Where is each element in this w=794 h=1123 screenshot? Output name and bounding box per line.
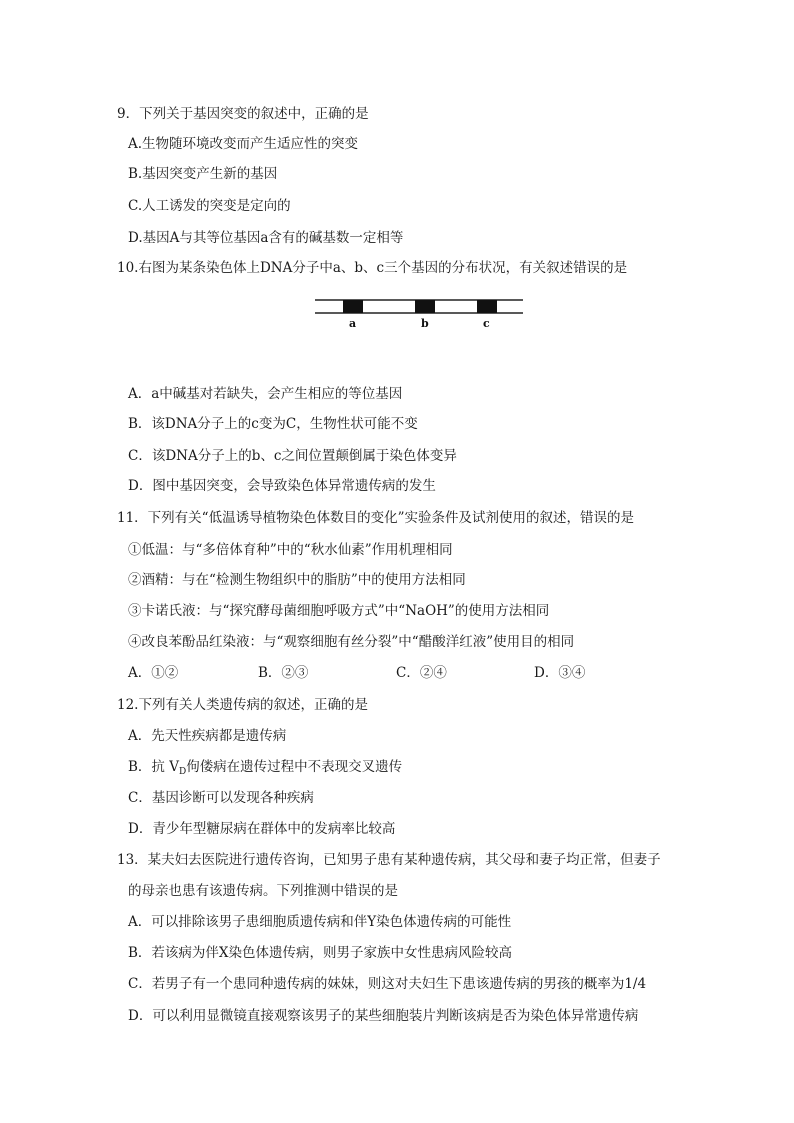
q9-option-d: D.基因A与其等位基因a含有的碱基数一定相等: [128, 230, 404, 246]
q13-option-d: D．可以利用显微镜直接观察该男子的某些细胞装片判断该病是否为染色体异常遗传病: [128, 1008, 639, 1024]
q9-option-b: B.基因突变产生新的基因: [128, 166, 278, 182]
q10-option-d: D．图中基因突变，会导致染色体异常遗传病的发生: [128, 478, 436, 494]
q12-option-b-subscript: D: [178, 767, 187, 777]
q12-option-a: A．先天性疾病都是遗传病: [128, 728, 287, 744]
q11-item-1: ①低温：与“多倍体育种”中的“秋水仙素”作用机理相同: [128, 542, 453, 558]
q10-option-b: B．该DNA分子上的c变为C，生物性状可能不变: [128, 416, 418, 432]
q11-item-3: ③卡诺氏液：与“探究酵母菌细胞呼吸方式”中“NaOH”的使用方法相同: [128, 603, 550, 619]
q13-option-c: C．若男子有一个患同种遗传病的妹妹，则这对夫妇生下患该遗传病的男孩的概率为1/4: [128, 976, 647, 992]
q13-stem-line1: 13．某夫妇去医院进行遗传咨询，已知男子患有某种遗传病，其父母和妻子均正常，但妻子: [117, 852, 661, 868]
q12-option-d: D．青少年型糖尿病在群体中的发病率比较高: [128, 821, 396, 837]
q11-option-a: A．①②: [128, 665, 179, 681]
q11-item-4: ④改良苯酚品红染液：与“观察细胞有丝分裂”中“醋酸洋红液”使用目的相同: [128, 634, 575, 650]
q10-option-c: C．该DNA分子上的b、c之间位置颠倒属于染色体变异: [128, 448, 457, 464]
q12-option-b-prefix: B．抗 V: [128, 759, 179, 775]
q12-option-c: C．基因诊断可以发现各种疾病: [128, 790, 314, 806]
q10-option-a: A．a中碱基对若缺失，会产生相应的等位基因: [128, 386, 403, 402]
q13-option-b: B．若该病为伴X染色体遗传病，则男子家族中女性患病风险较高: [128, 945, 513, 961]
gene-b-block: [415, 300, 435, 313]
q11-item-2: ②酒精：与在“检测生物组织中的脂肪”中的使用方法相同: [128, 572, 466, 588]
gene-c-label: c: [483, 317, 490, 330]
q12-option-b-text: 佝偻病在遗传过程中不表现交叉遗传: [186, 759, 403, 775]
q12-stem: 12.下列有关人类遗传病的叙述，正确的是: [117, 697, 368, 713]
dna-gene-diagram: [315, 297, 525, 333]
gene-a-label: a: [349, 317, 357, 330]
gene-c-block: [477, 300, 497, 313]
q11-stem: 11．下列有关“低温诱导植物染色体数目的变化”实验条件及试剂使用的叙述，错误的是: [117, 510, 634, 526]
gene-a-block: [343, 300, 363, 313]
q13-option-a: A．可以排除该男子患细胞质遗传病和伴Y染色体遗传病的可能性: [128, 914, 512, 930]
q10-stem: 10.右图为某条染色体上DNA分子中a、b、c三个基因的分布状况，有关叙述错误的是: [117, 260, 628, 276]
q12-option-b: [128, 757, 402, 782]
gene-b-label: b: [421, 317, 429, 330]
q9-option-c: C.人工诱发的突变是定向的: [128, 198, 291, 214]
q9-option-a: A.生物随环境改变而产生适应性的突变: [128, 136, 359, 152]
q11-option-d: D．③④: [534, 665, 586, 681]
q13-stem-line2: 的母亲也患有该遗传病。下列推测中错误的是: [128, 883, 398, 899]
q11-option-c: C．②④: [396, 665, 447, 681]
q11-option-b: B．②③: [258, 665, 309, 681]
q9-stem: 9．下列关于基因突变的叙述中，正确的是: [117, 106, 369, 122]
